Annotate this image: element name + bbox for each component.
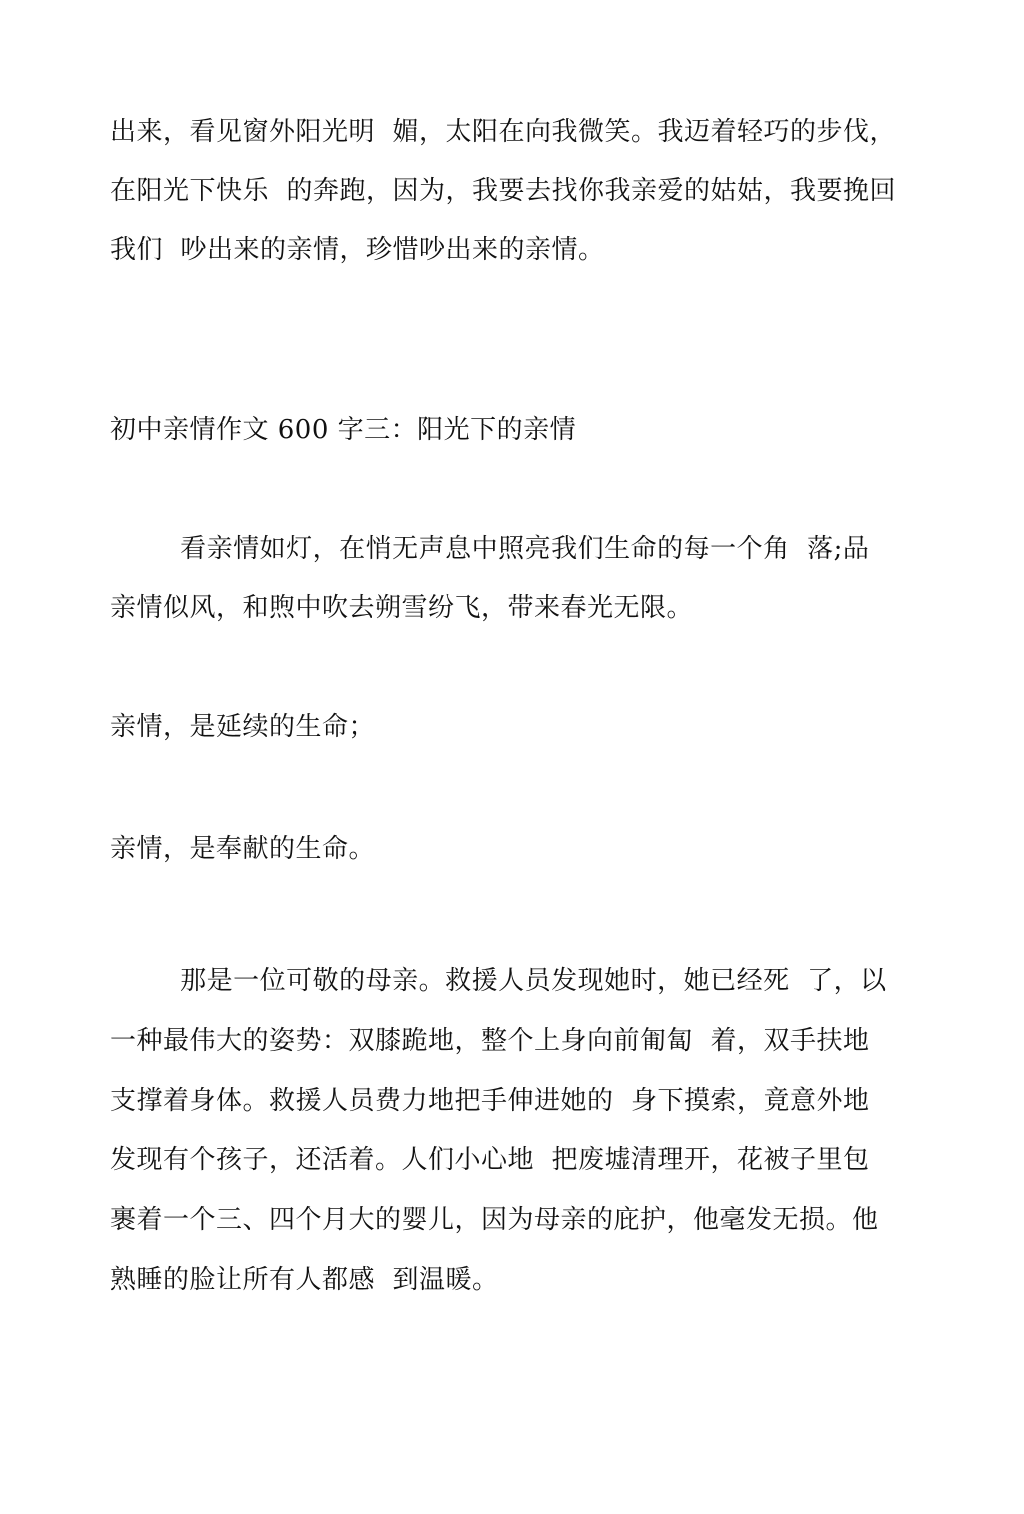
paragraph-3-line-3: 支撑着身体。救援人员费力地把手伸进她的 身下摸索，竟意外地	[110, 1086, 870, 1116]
paragraph-2-line-1: 看亲情如灯，在悄无声息中照亮我们生命的每一个角 落;品	[110, 534, 870, 564]
paragraph-3-line-4: 发现有个孩子，还活着。人们小心地 把废墟清理开，花被子里包	[110, 1145, 870, 1175]
paragraph-3-line-6: 熟睡的脸让所有人都感 到温暖。	[110, 1265, 499, 1295]
line-devote-life: 亲情，是奉献的生命。	[110, 834, 376, 864]
paragraph-1-line-3: 我们 吵出来的亲情，珍惜吵出来的亲情。	[110, 235, 605, 265]
paragraph-3-line-2: 一种最伟大的姿势：双膝跪地，整个上身向前匍匐 着，双手扶地	[110, 1026, 870, 1056]
paragraph-1-line-2: 在阳光下快乐 的奔跑，因为，我要去找你我亲爱的姑姑，我要挽回	[110, 176, 897, 206]
section-heading: 初中亲情作文 600 字三：阳光下的亲情	[110, 415, 577, 445]
line-continue-life: 亲情，是延续的生命；	[110, 712, 376, 742]
paragraph-1-line-1: 出来，看见窗外阳光明 媚，太阳在向我微笑。我迈着轻巧的步伐，	[110, 117, 897, 147]
paragraph-2-line-2: 亲情似风，和煦中吹去朔雪纷飞，带来春光无限。	[110, 593, 694, 623]
paragraph-3-line-1: 那是一位可敬的母亲。救援人员发现她时，她已经死 了，以	[110, 966, 887, 996]
paragraph-3-line-5: 裹着一个三、四个月大的婴儿，因为母亲的庇护，他毫发无损。他	[110, 1205, 879, 1235]
